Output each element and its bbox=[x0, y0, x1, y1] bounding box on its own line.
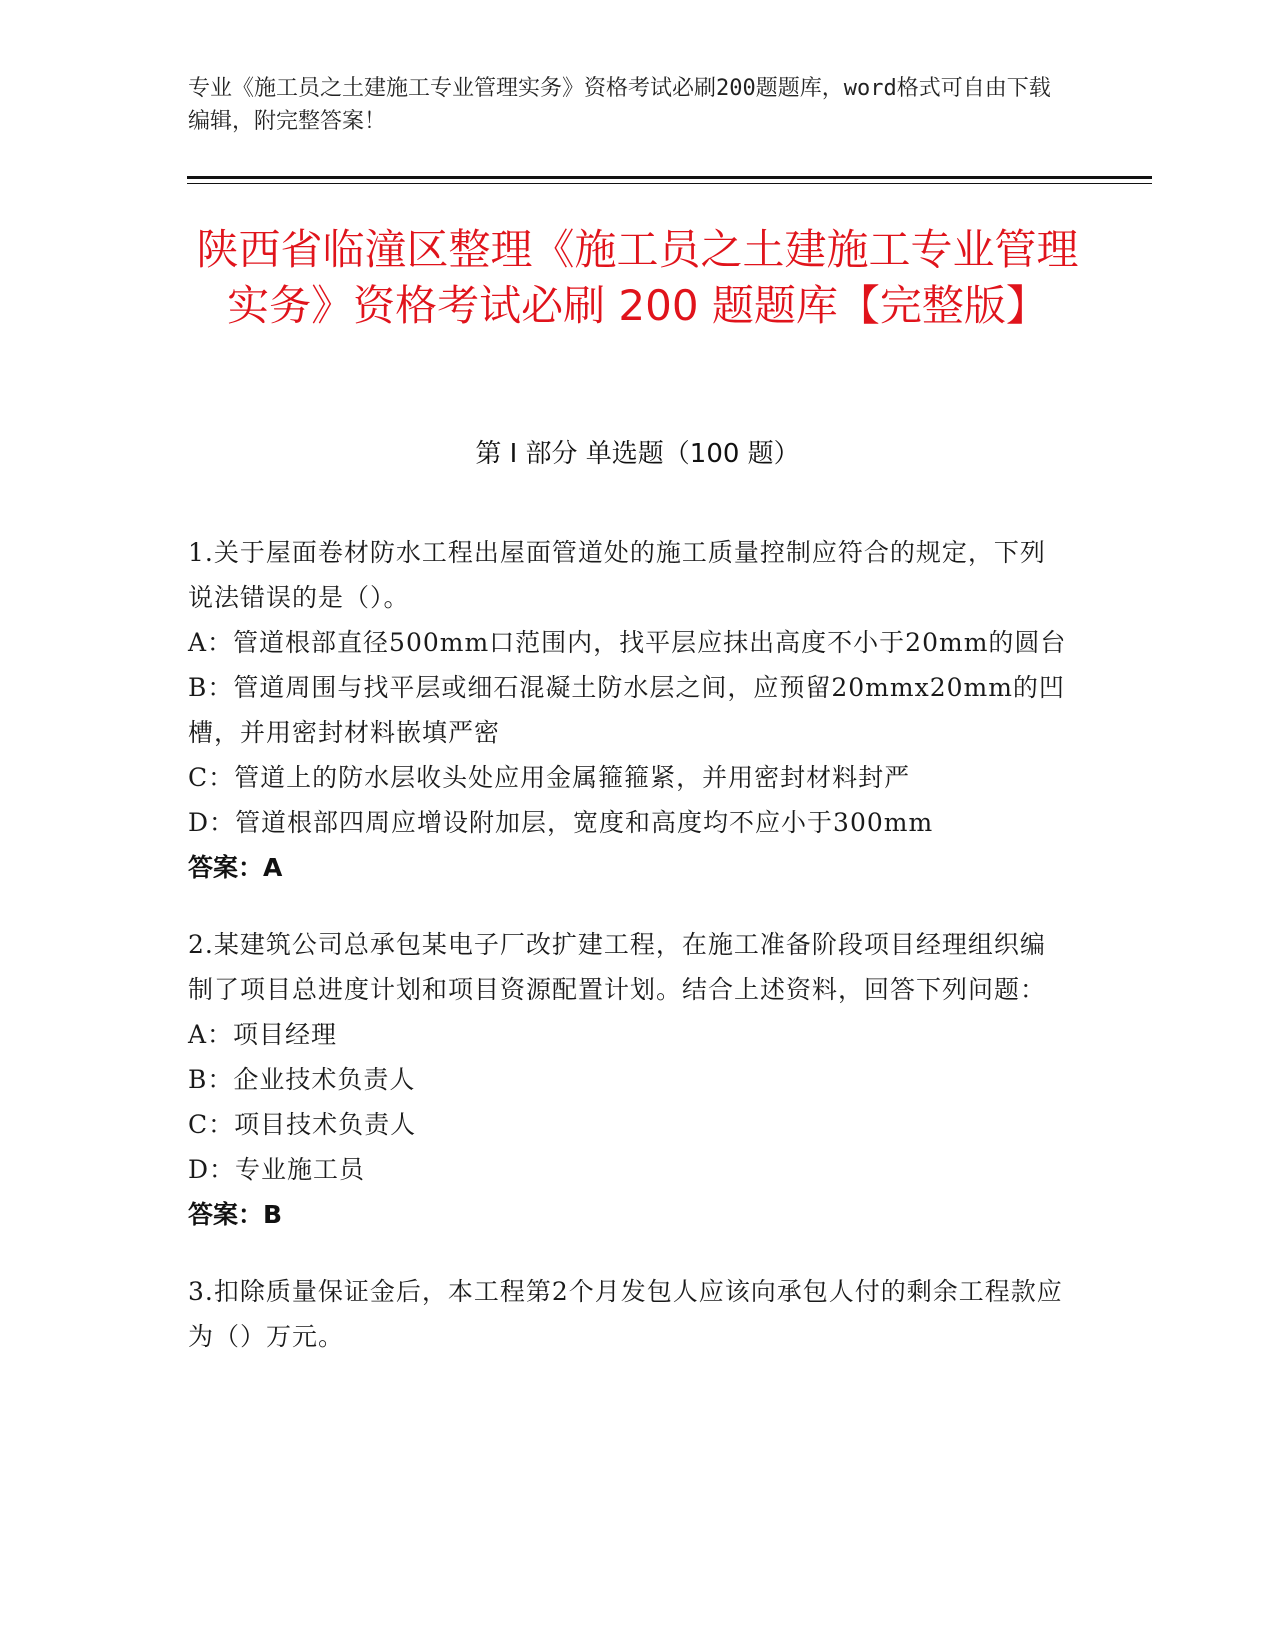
question-text: 1.关于屋面卷材防水工程出屋面管道处的施工质量控制应符合的规定，下列说法错误的是（）。 bbox=[188, 538, 1046, 612]
document-title: 陕西省临潼区整理《施工员之土建施工专业管理实务》资格考试必刷 200 题题库【完整版】 bbox=[196, 225, 1079, 330]
option-d: D：管道根部四周应增设附加层，宽度和高度均不应小于300mm bbox=[188, 808, 934, 837]
question-3 bbox=[188, 1269, 1068, 1359]
option-c: C：项目技术负责人 bbox=[188, 1110, 417, 1139]
answer: 答案：A bbox=[188, 853, 283, 882]
option-b: B：管道周围与找平层或细石混凝土防水层之间，应预留20mmx20mm的凹槽，并用密封材料嵌填严密 bbox=[188, 673, 1065, 747]
answer: 答案：B bbox=[188, 1200, 283, 1229]
question-2 bbox=[188, 922, 1068, 1237]
option-a: A：管道根部直径500mm口范围内，找平层应抹出高度不小于20mm的圆台 bbox=[188, 628, 1067, 657]
option-b: B：企业技术负责人 bbox=[188, 1065, 416, 1094]
header-divider-thin bbox=[187, 183, 1152, 184]
option-d: D：专业施工员 bbox=[188, 1155, 366, 1184]
question-1 bbox=[188, 530, 1068, 890]
section-heading: 第 I 部分 单选题（100 题） bbox=[475, 439, 800, 469]
question-list bbox=[188, 530, 1068, 1391]
header-divider-thick bbox=[187, 176, 1152, 179]
question-text: 2.某建筑公司总承包某电子厂改扩建工程，在施工准备阶段项目经理组织编制了项目总进度计划和项目资源配置计划。结合上述资料，回答下列问题： bbox=[188, 930, 1047, 1004]
header-note: 专业《施工员之土建施工专业管理实务》资格考试必刷200题题库，word格式可自由下载编辑，附完整答案！ bbox=[188, 76, 1051, 134]
question-text: 3.扣除质量保证金后，本工程第2个月发包人应该向承包人付的剩余工程款应为（）万元。 bbox=[188, 1277, 1063, 1351]
option-c: C：管道上的防水层收头处应用金属箍箍紧，并用密封材料封严 bbox=[188, 763, 911, 792]
option-a: A：项目经理 bbox=[188, 1020, 338, 1049]
